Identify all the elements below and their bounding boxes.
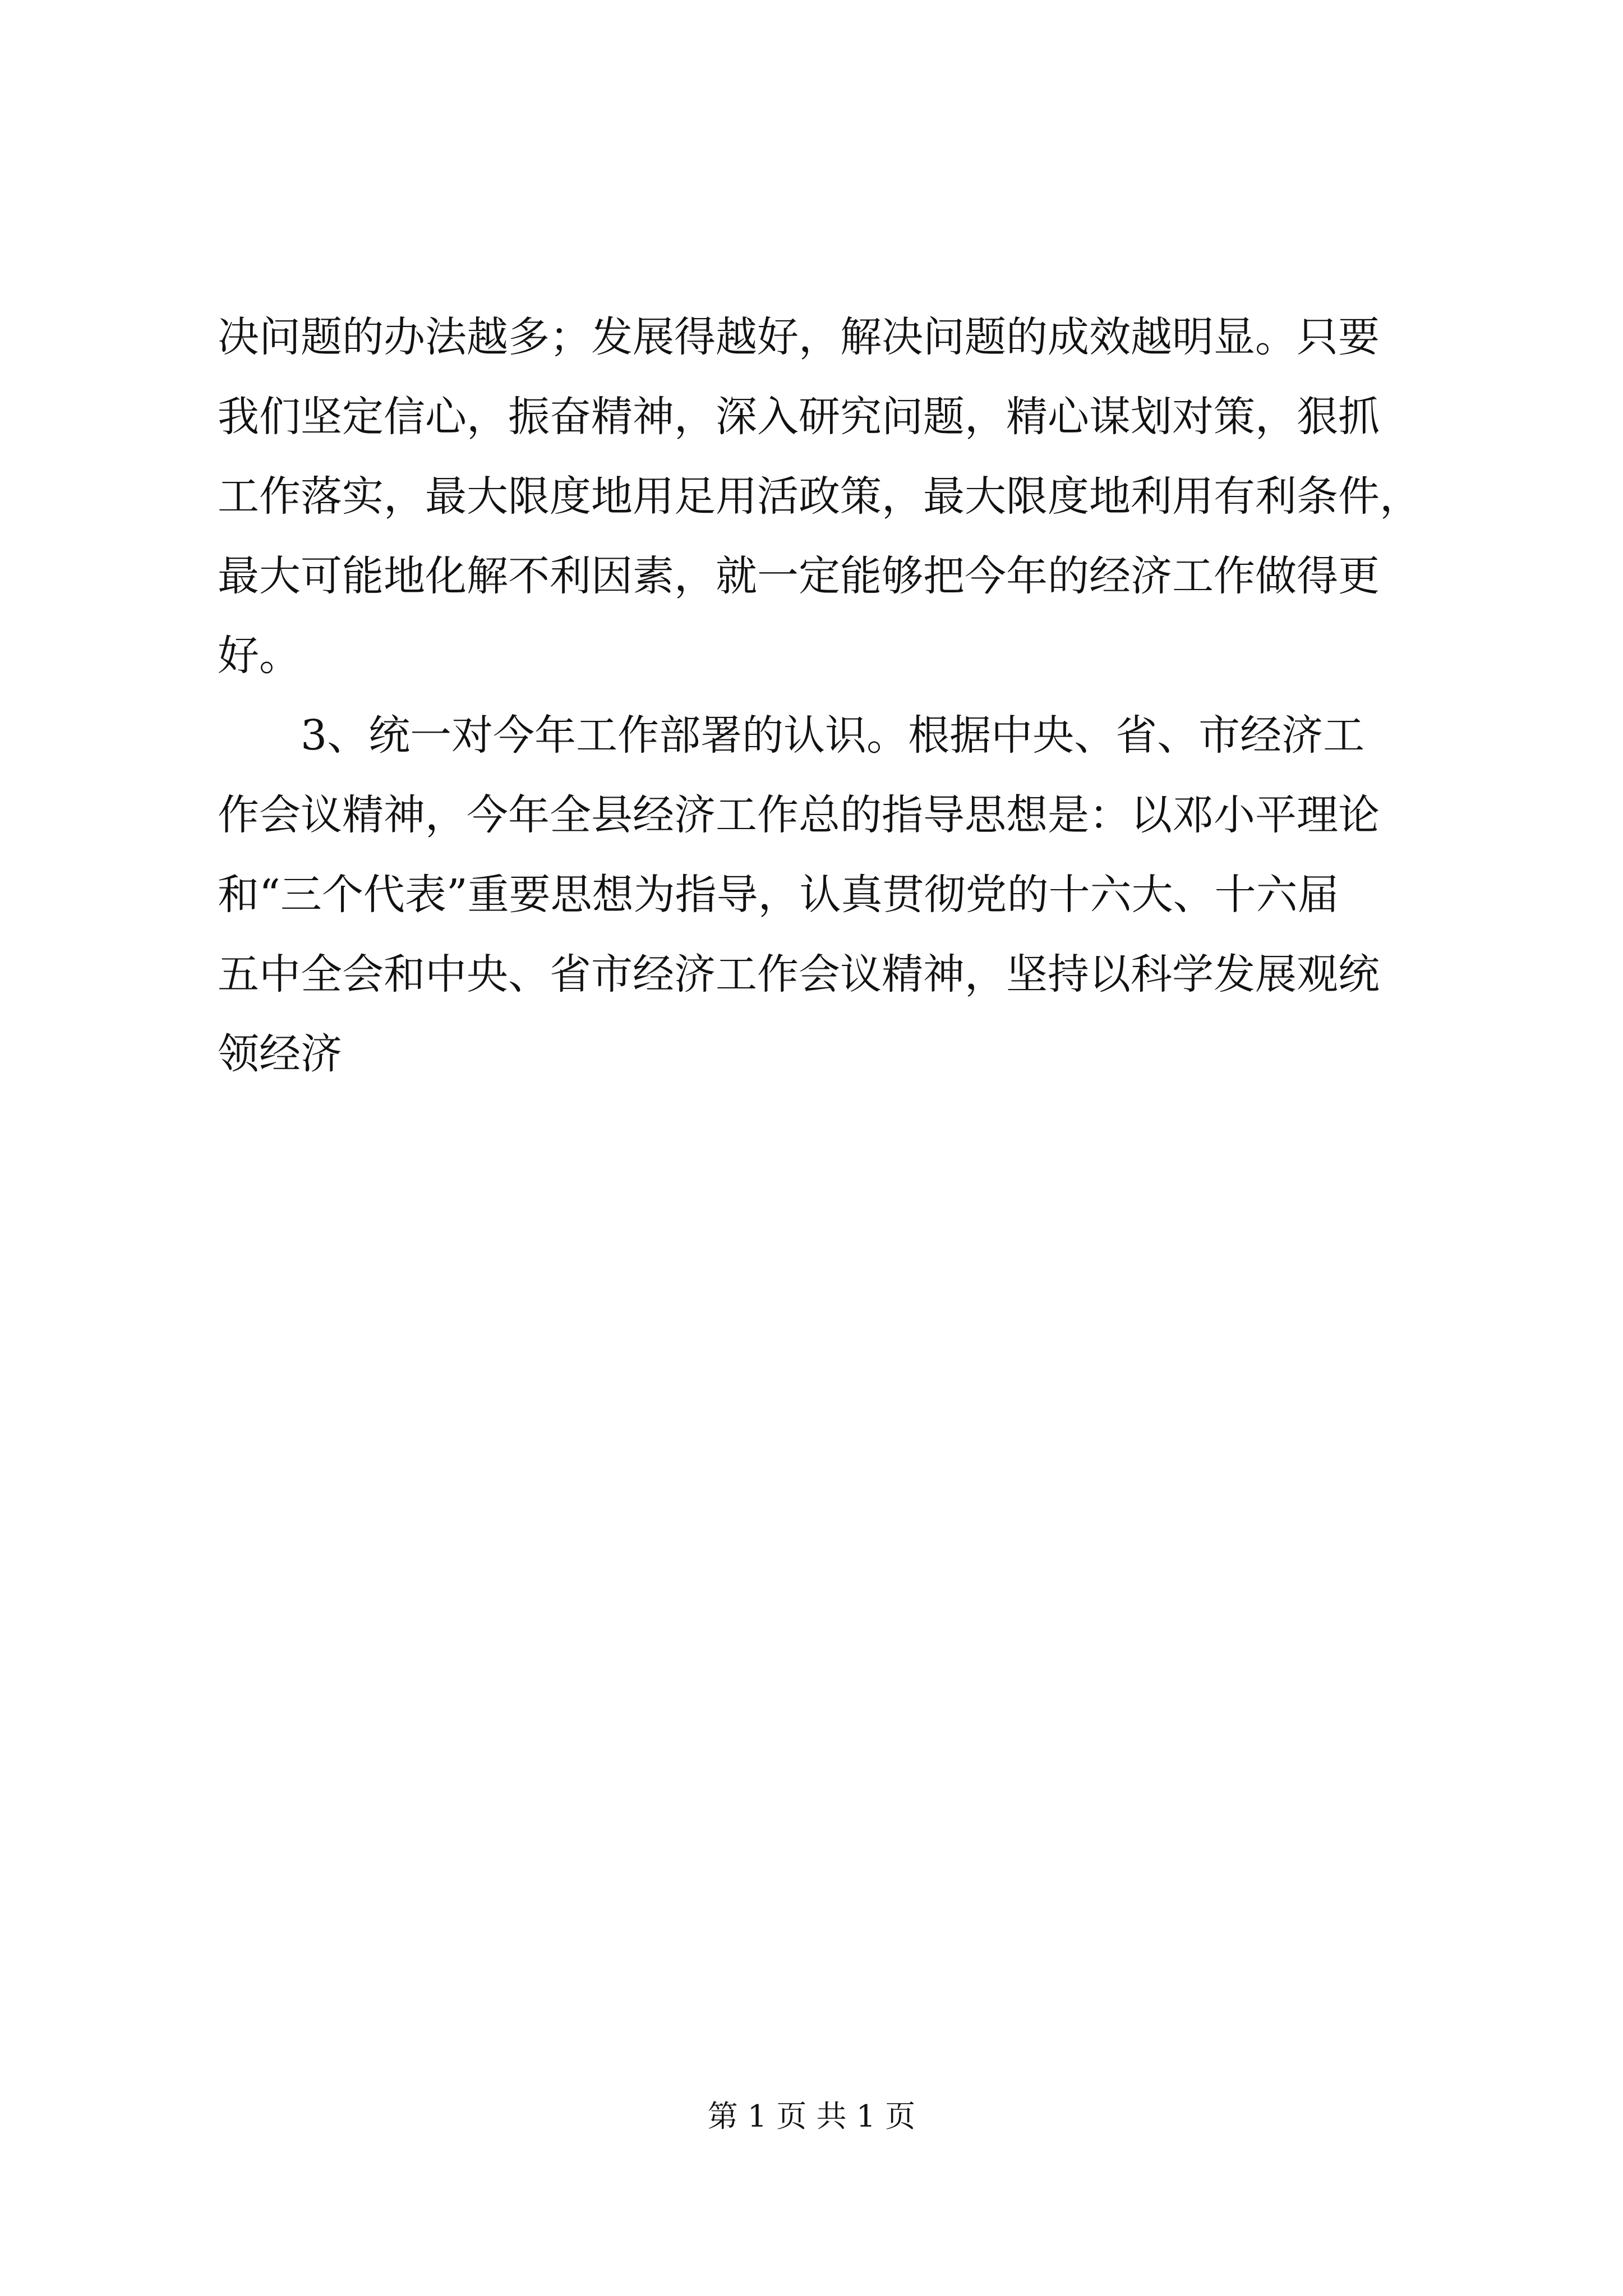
paragraph-2-line: 3、统一对今年工作部署的认识。根据中央、省、市经济工 [301, 711, 1365, 760]
paragraph-2-line: 五中全会和中央、省市经济工作会议精神，坚持以科学发展观统 [218, 950, 1380, 999]
paragraph-2-line: 和“三个代表”重要思想为指导，认真贯彻党的十六大、十六届 [218, 871, 1339, 919]
paragraph-1-line: 决问题的办法越多；发展得越好，解决问题的成效越明显。只要 [218, 313, 1380, 361]
paragraph-1-line: 好。 [218, 632, 301, 680]
paragraph-1-line: 我们坚定信心，振奋精神，深入研究问题，精心谋划对策，狠抓 [218, 393, 1380, 441]
body-text [218, 297, 1429, 1094]
paragraph-2-line: 领经济 [218, 1030, 342, 1078]
paragraph-1-line: 最大可能地化解不利因素，就一定能够把今年的经济工作做得更 [218, 552, 1380, 600]
paragraph-2-line: 作会议精神，今年全县经济工作总的指导思想是：以邓小平理论 [218, 791, 1380, 839]
page-number-footer: 第 1 页 共 1 页 [707, 2099, 916, 2134]
paragraph-1-line: 工作落实，最大限度地用足用活政策，最大限度地利用有利条件， [218, 472, 1421, 521]
